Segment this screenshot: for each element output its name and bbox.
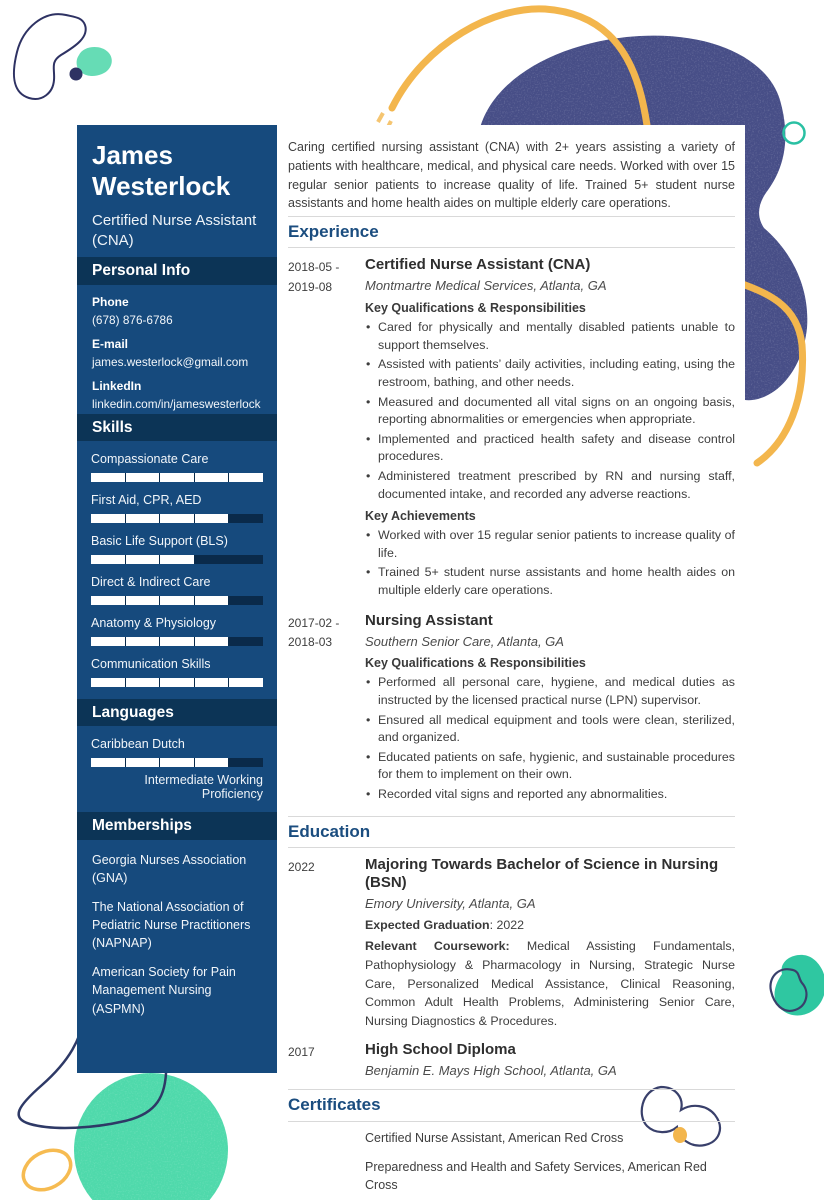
skill-bar-segment xyxy=(160,678,194,687)
experience-heading: Experience xyxy=(288,222,379,241)
bullet: • Implemented and practiced health safety and disease control procedures. xyxy=(365,431,735,466)
bullet: • Performed all personal care, hygiene, and medical duties as instructed by the licensed practical nurse (LPN) supervisor. xyxy=(365,674,735,709)
candidate-job-title: Certified Nurse Assistant (CNA) xyxy=(92,212,257,250)
skill-bar-segment xyxy=(126,555,160,564)
education-entry xyxy=(288,1041,735,1080)
skill-bar-segment xyxy=(195,555,229,564)
bullet: • Trained 5+ student nurse assistants and home health aides on multiple elderly care operations. xyxy=(365,564,735,599)
skill-bar-segment xyxy=(91,596,125,605)
certificate-item: Preparedness and Health and Safety Services, American Red Cross xyxy=(365,1160,707,1192)
date-to: 2019-08 xyxy=(288,279,333,294)
skill-bar-segment xyxy=(229,473,263,482)
skill-bar xyxy=(91,473,263,482)
skill-bar-segment xyxy=(160,555,194,564)
membership-item: The National Association of Pediatric Nurse Practitioners (NAPNAP) xyxy=(92,899,251,951)
skill-bar xyxy=(91,637,263,646)
entry-dates xyxy=(288,612,365,806)
skill-bar-segment xyxy=(91,637,125,646)
email-label: E-mail xyxy=(92,336,129,351)
skill-item xyxy=(77,523,277,564)
skill-bar-segment xyxy=(229,555,263,564)
bullet: • Assisted with patients’ daily activities, including eating, using the restroom, bathing, and other needs. xyxy=(365,356,735,391)
blob-outline-top-left-icon xyxy=(14,14,86,99)
skill-label: Compassionate Care xyxy=(91,451,209,466)
language-label: Caribbean Dutch xyxy=(91,737,185,752)
divider xyxy=(288,216,735,217)
skill-bar-segment xyxy=(195,473,229,482)
entry-dates xyxy=(288,256,365,601)
group-label: Key Qualifications & Responsibilities xyxy=(365,656,586,671)
phone-label: Phone xyxy=(92,294,129,309)
education-entry xyxy=(288,856,735,1031)
skill-bar-segment xyxy=(160,596,194,605)
sidebar xyxy=(77,125,277,1073)
skill-bar-segment xyxy=(126,758,160,767)
linkedin-value: linkedin.com/in/jameswesterlock xyxy=(92,396,261,411)
date-from: 2017-02 - xyxy=(288,615,340,630)
skill-bar-segment xyxy=(160,514,194,523)
bullet: • Educated patients on safe, hygienic, and sustainable procedures for them to implement on their own. xyxy=(365,749,735,784)
date-from: 2018-05 - xyxy=(288,260,340,275)
skill-item xyxy=(77,605,277,646)
navy-dot-top-left-icon xyxy=(70,68,83,81)
entry-dates xyxy=(288,856,365,1031)
entry-title: Nursing Assistant xyxy=(365,611,493,629)
detail-label: Relevant Coursework: xyxy=(365,939,510,954)
skill-bar-segment xyxy=(229,678,263,687)
detail-text: Medical Assisting Fundamentals, Pathophysiology & Pharmacology in Nursing, Strategic Nurse Care, Personalized Medical Assistance, Clinical Reasoning, Common Adult Health Problems, Administering Senior Care, Nursing Diagnostics & Procedures. xyxy=(365,939,735,1028)
membership-item: American Society for Pain Management Nursing (ASPMN) xyxy=(92,965,236,1016)
entry-title: Majoring Towards Bachelor of Science in Nursing (BSN) xyxy=(365,855,719,891)
entry-organization: Southern Senior Care, Atlanta, GA xyxy=(365,633,564,649)
divider xyxy=(288,816,735,817)
skill-bar-segment xyxy=(229,596,263,605)
skill-bar xyxy=(91,514,263,523)
date-to: 2018-03 xyxy=(288,634,333,649)
date: 2017 xyxy=(288,1044,315,1059)
entry-organization: Benjamin E. Mays High School, Atlanta, GA xyxy=(365,1062,617,1078)
skill-item xyxy=(77,564,277,605)
group-label: Key Achievements xyxy=(365,509,476,524)
bullet-list xyxy=(365,674,735,803)
skill-bar-segment xyxy=(126,596,160,605)
skill-bar-segment xyxy=(126,637,160,646)
skill-label: Anatomy & Physiology xyxy=(91,615,217,630)
skill-item xyxy=(77,646,277,687)
skill-label: First Aid, CPR, AED xyxy=(91,492,202,507)
linkedin-label: LinkedIn xyxy=(92,378,142,393)
bullet: • Measured and documented all vital signs on an ongoing basis, reporting abnormalities or emergencies when appropriate. xyxy=(365,394,735,429)
bullet-list xyxy=(365,527,735,599)
skill-bar-segment xyxy=(126,678,160,687)
divider xyxy=(288,247,735,248)
skill-bar-segment xyxy=(229,514,263,523)
membership-item: Georgia Nurses Association (GNA) xyxy=(92,852,247,885)
language-bar xyxy=(91,758,263,767)
skill-bar-segment xyxy=(229,758,263,767)
teal-circle-grain-icon xyxy=(74,1073,228,1200)
entry-dates xyxy=(288,1041,365,1080)
skill-bar-segment xyxy=(91,758,125,767)
language-proficiency: Intermediate Working Proficiency xyxy=(144,773,263,802)
language-item xyxy=(77,726,277,767)
skill-bar-segment xyxy=(91,514,125,523)
skill-bar-segment xyxy=(160,637,194,646)
date: 2022 xyxy=(288,859,315,874)
group-label: Key Qualifications & Responsibilities xyxy=(365,301,586,316)
skill-bar-segment xyxy=(160,473,194,482)
entry-organization: Montmartre Medical Services, Atlanta, GA xyxy=(365,278,607,294)
bullet: • Worked with over 15 regular senior patients to increase quality of life. xyxy=(365,527,735,562)
skill-bar-segment xyxy=(91,555,125,564)
skill-bar-segment xyxy=(195,758,229,767)
candidate-name: James Westerlock xyxy=(92,140,231,201)
bullet-list xyxy=(365,319,735,503)
detail-label: Expected Graduation xyxy=(365,917,490,932)
teal-ring-icon xyxy=(784,123,805,144)
skill-bar-segment xyxy=(160,758,194,767)
bullet: • Cared for physically and mentally disabled patients unable to support themselves. xyxy=(365,319,735,354)
skill-item xyxy=(77,441,277,482)
certificate-item: Certified Nurse Assistant, American Red Cross xyxy=(365,1130,624,1145)
memberships-heading: Memberships xyxy=(77,812,277,839)
skills-heading: Skills xyxy=(77,414,277,441)
skill-bar-segment xyxy=(195,514,229,523)
phone-value: (678) 876-6786 xyxy=(92,312,173,327)
email-value: james.westerlock@gmail.com xyxy=(92,354,249,369)
teal-blob-bottom-right-icon xyxy=(775,955,824,1016)
languages-heading: Languages xyxy=(77,699,277,726)
resume-sheet xyxy=(77,125,745,1192)
experience-entry xyxy=(288,612,735,806)
divider xyxy=(288,1089,735,1090)
skill-label: Communication Skills xyxy=(91,656,211,671)
skill-bar-segment xyxy=(126,514,160,523)
entry-title: Certified Nurse Assistant (CNA) xyxy=(365,256,591,274)
detail-line xyxy=(365,916,735,935)
summary-paragraph: Caring certified nursing assistant (CNA) with 2+ years assisting a variety of patients with healthcare, medical, and physical care needs. Worked with over 15 regular senior patients to increase quality of life. Trained 5+ student nurse assistants and home health aides on multiple elderly care operations. xyxy=(288,140,735,211)
skill-bar-segment xyxy=(91,473,125,482)
yellow-egg-outline-icon xyxy=(16,1142,77,1197)
skill-bar-segment xyxy=(91,678,125,687)
bullet: • Administered treatment prescribed by RN and nursing staff, documented intake, and recorded any adverse reactions. xyxy=(365,468,735,503)
education-heading: Education xyxy=(288,821,371,841)
divider xyxy=(288,847,735,848)
detail-line xyxy=(365,937,735,1030)
skill-bar xyxy=(91,678,263,687)
skill-bar-segment xyxy=(195,637,229,646)
skill-bar-segment xyxy=(126,473,160,482)
skill-bar xyxy=(91,555,263,564)
personal-info-heading: Personal Info xyxy=(77,257,277,284)
bullet: • Ensured all medical equipment and tools were clean, sterilized, and organized. xyxy=(365,712,735,747)
skill-item xyxy=(77,482,277,523)
entry-title: High School Diploma xyxy=(365,1040,516,1058)
skill-bar-segment xyxy=(229,637,263,646)
divider xyxy=(288,1121,735,1122)
experience-entry xyxy=(288,256,735,601)
skill-label: Direct & Indirect Care xyxy=(91,574,211,589)
entry-organization: Emory University, Atlanta, GA xyxy=(365,895,536,911)
skill-bar-segment xyxy=(195,678,229,687)
detail-text: : 2022 xyxy=(489,917,525,932)
certificates-heading: Certificates xyxy=(288,1095,381,1115)
skill-bar-segment xyxy=(195,596,229,605)
bullet: • Recorded vital signs and reported any abnormalities. xyxy=(365,786,735,804)
skill-label: Basic Life Support (BLS) xyxy=(91,533,228,548)
skill-bar xyxy=(91,596,263,605)
main-column xyxy=(277,125,745,1192)
